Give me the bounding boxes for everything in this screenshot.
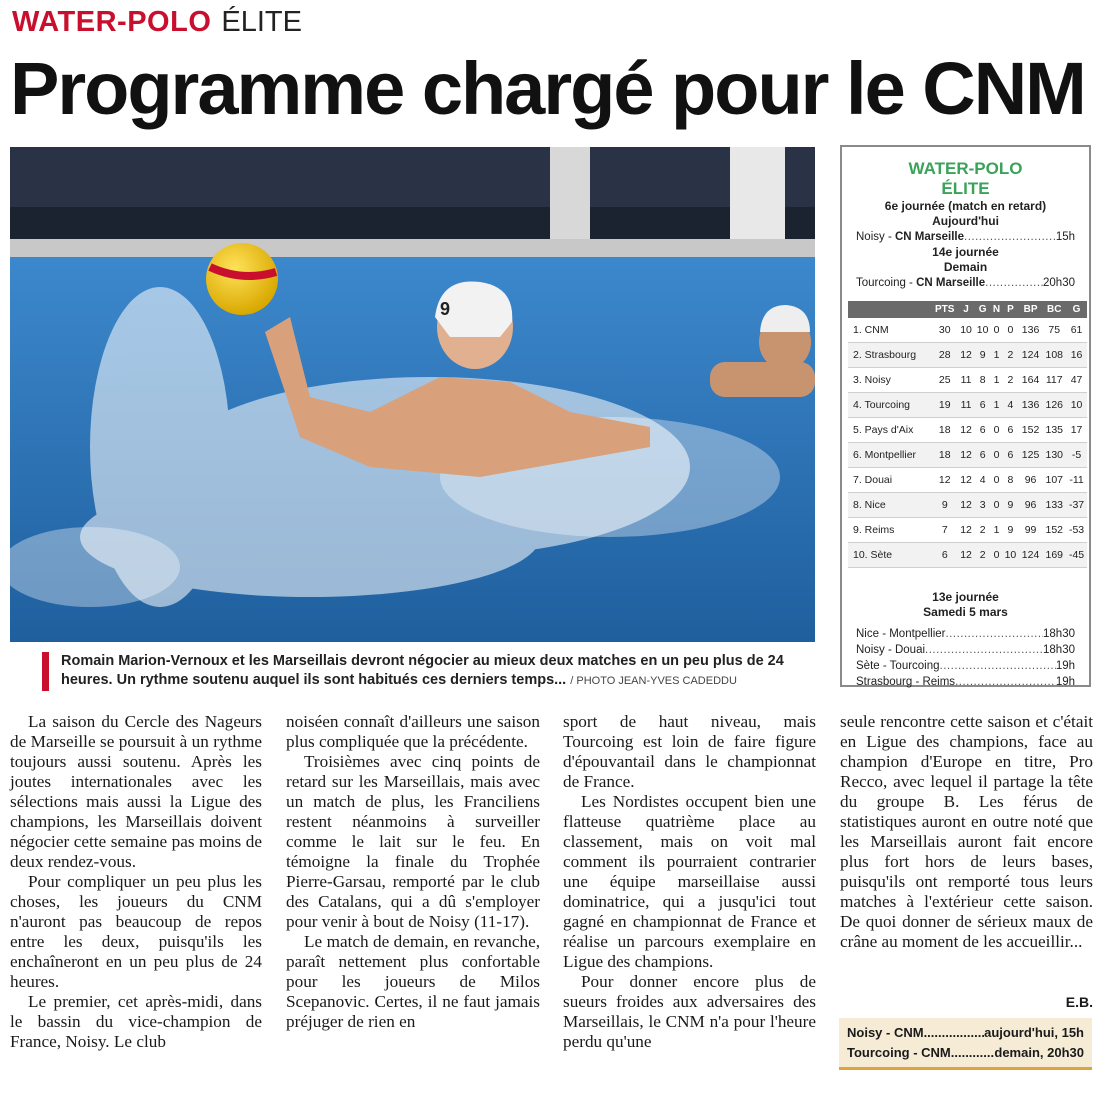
stat-cell: -5 [1066, 443, 1087, 468]
stat-cell: 152 [1019, 418, 1043, 443]
col-header: G [1066, 301, 1087, 318]
fixture-home: Noisy - [856, 231, 895, 243]
stat-cell: -11 [1066, 468, 1087, 493]
stat-cell: 6 [1002, 443, 1019, 468]
schedule-row [847, 1043, 1084, 1063]
stat-cell: 47 [1066, 368, 1087, 393]
stat-cell: 25 [932, 368, 958, 393]
team-name: 6. Montpellier [848, 443, 932, 468]
schedule-teams: Tourcoing - CNM [847, 1045, 951, 1060]
sidebar-title: WATER-POLO [908, 159, 1023, 178]
stat-cell: 99 [1019, 518, 1043, 543]
standings-body [848, 318, 1087, 568]
fixture-teams: Sète - Tourcoing [856, 660, 940, 672]
stat-cell: 2 [974, 518, 991, 543]
paragraph: Le premier, cet après-midi, dans le bassin du vice-champion de France, Noisy. Le club [10, 992, 262, 1051]
article-column-4 [840, 712, 1093, 952]
cap-number: 9 [440, 299, 451, 319]
page-title: Programme chargé pour le CNM [10, 47, 1085, 130]
fixture-home: Tourcoing - [856, 277, 917, 289]
stat-cell: 6 [1002, 418, 1019, 443]
fixture-away: CN Marseille [894, 231, 965, 243]
stat-cell: 12 [958, 418, 975, 443]
col-header: G [974, 301, 991, 318]
stat-cell: 18 [932, 418, 958, 443]
stat-cell: 12 [932, 468, 958, 493]
day-label: Aujourd'hui [932, 214, 999, 228]
section-kicker [12, 6, 302, 39]
fixture-time: 19h [1055, 676, 1075, 688]
stat-cell: 152 [1042, 518, 1066, 543]
team-name: 10. Sète [848, 543, 932, 568]
fixture-teams: Noisy - Douai [856, 644, 926, 656]
stat-cell: 0 [991, 418, 1002, 443]
round-label: 13e journée [932, 590, 999, 604]
stat-cell: 6 [932, 543, 958, 568]
water-polo-photo-illustration [10, 147, 815, 642]
stat-cell: 10 [1002, 543, 1019, 568]
stat-cell: 1 [991, 343, 1002, 368]
standings-row [848, 393, 1087, 418]
stat-cell: 75 [1042, 318, 1066, 343]
stat-cell: 12 [958, 443, 975, 468]
leader-dots [940, 658, 1056, 674]
schedule-when: demain, 20h30 [994, 1045, 1084, 1060]
stat-cell: 3 [974, 493, 991, 518]
standings-row [848, 518, 1087, 543]
stat-cell: 107 [1042, 468, 1066, 493]
stat-cell: 12 [958, 493, 975, 518]
stat-cell: 1 [991, 393, 1002, 418]
stat-cell: 1 [991, 368, 1002, 393]
team-name: 5. Pays d'Aix [848, 418, 932, 443]
section-label: WATER-POLO [12, 6, 212, 38]
standings-row [848, 493, 1087, 518]
col-header: P [1002, 301, 1019, 318]
stat-cell: 133 [1042, 493, 1066, 518]
sidebar-subtitle: ÉLITE [941, 179, 990, 198]
stat-cell: -45 [1066, 543, 1087, 568]
fixture-line [842, 229, 1089, 245]
stat-cell: -37 [1066, 493, 1087, 518]
stat-cell: 19 [932, 393, 958, 418]
stat-cell: 2 [1002, 343, 1019, 368]
stat-cell: 10 [958, 318, 975, 343]
fixture-line [842, 658, 1089, 674]
fixture-teams: Nice - Montpellier [856, 628, 946, 640]
leader-dots [955, 674, 1056, 690]
paragraph: Pour donner encore plus de sueurs froides aux adversaires des Marseillais, le CNM n'a pour l'heure perdu qu'une [563, 972, 816, 1051]
team-name: 7. Douai [848, 468, 932, 493]
schedule-box [839, 1018, 1092, 1070]
stat-cell: 126 [1042, 393, 1066, 418]
stat-cell: 0 [991, 493, 1002, 518]
fixture-time: 19h [1055, 660, 1075, 672]
stat-cell: 130 [1042, 443, 1066, 468]
paragraph: noiséen connaît d'ailleurs une saison plus compliquée que la précédente. [286, 712, 540, 751]
schedule-teams: Noisy - CNM [847, 1025, 924, 1040]
leader-dots [924, 1023, 985, 1043]
stat-cell: 108 [1042, 343, 1066, 368]
fixture-line [842, 626, 1089, 642]
stat-cell: 124 [1019, 343, 1043, 368]
stat-cell: 2 [974, 543, 991, 568]
stat-cell: 11 [958, 393, 975, 418]
article-column-3 [563, 712, 816, 1052]
stat-cell: 16 [1066, 343, 1087, 368]
stat-cell: 9 [974, 343, 991, 368]
stat-cell: 4 [1002, 393, 1019, 418]
stat-cell: 169 [1042, 543, 1066, 568]
stat-cell: 1 [991, 518, 1002, 543]
stat-cell: 0 [991, 468, 1002, 493]
stat-cell: 17 [1066, 418, 1087, 443]
standings-row [848, 543, 1087, 568]
col-header [848, 301, 932, 318]
results-sidebar [840, 145, 1091, 687]
col-header: BC [1042, 301, 1066, 318]
team-name: 8. Nice [848, 493, 932, 518]
stat-cell: 11 [958, 368, 975, 393]
team-name: 1. CNM [848, 318, 932, 343]
photo-credit: / PHOTO JEAN-YVES CADEDDU [570, 675, 737, 687]
day-label: Samedi 5 mars [923, 605, 1008, 619]
stat-cell: 96 [1019, 493, 1043, 518]
stat-cell: 28 [932, 343, 958, 368]
schedule-row [847, 1023, 1084, 1043]
fixture-time: 15h [1055, 231, 1075, 243]
leader-dots [925, 642, 1043, 658]
stat-cell: 0 [1002, 318, 1019, 343]
stat-cell: 96 [1019, 468, 1043, 493]
standings-row [848, 468, 1087, 493]
stat-cell: 125 [1019, 443, 1043, 468]
stat-cell: 12 [958, 518, 975, 543]
stat-cell: 135 [1042, 418, 1066, 443]
author-signature: E.B. [1065, 994, 1093, 1010]
fixture-line [842, 275, 1089, 291]
stat-cell: 10 [974, 318, 991, 343]
paragraph: Pour compliquer un peu plus les choses, les joueurs du CNM n'auront pas beaucoup de repos entre les deux, puisqu'ils les enchaîneront en un peu plus de 24 heures. [10, 872, 262, 991]
stat-cell: 0 [991, 443, 1002, 468]
team-name: 2. Strasbourg [848, 343, 932, 368]
standings-table [848, 301, 1087, 568]
paragraph: seule rencontre cette saison et c'était en Ligue des champions, face au champion d'Europe en titre, Pro Recco, avec lequel il partage la tête du groupe B. Les férus de statistiques auront en outre noté que les Marseillais auront fait encore plus fort hors de leurs bases, puisqu'ils ont remporté tous leurs matches à l'extérieur cette saison. De quoi donner de sérieux maux de crâne au moment de les accueillir... [840, 712, 1093, 951]
stat-cell: 9 [1002, 518, 1019, 543]
stat-cell: 8 [974, 368, 991, 393]
stat-cell: 18 [932, 443, 958, 468]
team-name: 3. Noisy [848, 368, 932, 393]
stat-cell: 6 [974, 393, 991, 418]
standings-row [848, 443, 1087, 468]
leader-dots [985, 275, 1043, 291]
team-name: 9. Reims [848, 518, 932, 543]
paragraph: Les Nordistes occupent bien une flatteuse quatrième place au classement, mais on voit mal comment ils pourraient contrarier une équipe marseillaise aussi dominatrice, qui a jusqu'ici tout gagné en championnat de France et réalise un parcours exemplaire en Ligue des champions. [563, 792, 816, 971]
photo-caption [42, 652, 839, 691]
fixture-teams: Strasbourg - Reims [856, 676, 956, 688]
team-name: 4. Tourcoing [848, 393, 932, 418]
leader-dots [945, 626, 1043, 642]
stat-cell: 12 [958, 543, 975, 568]
stat-cell: 9 [932, 493, 958, 518]
stat-cell: 136 [1019, 393, 1043, 418]
standings-row [848, 318, 1087, 343]
stat-cell: 2 [1002, 368, 1019, 393]
stat-cell: 6 [974, 443, 991, 468]
day-label: Demain [943, 260, 988, 274]
standings-header-row [848, 301, 1087, 318]
col-header: J [958, 301, 975, 318]
leader-dots [964, 229, 1056, 245]
paragraph: Troisièmes avec cinq points de retard sur les Marseillais, mais avec un match de plus, les Franciliens restent néanmoins à surveiller comme le lait sur le feu. En témoigne la finale du Trophée Pierre-Garsau, remporté par le club des Catalans, qui a dû s'employer pour venir à bout de Noisy (11-17). [286, 752, 540, 931]
article-column-1 [10, 712, 262, 1052]
stat-cell: 12 [958, 468, 975, 493]
article-photo [10, 147, 815, 642]
fixture-line [842, 642, 1089, 658]
caption-text: Romain Marion-Vernoux et les Marseillais devront négocier au mieux deux matches en un peu plus de 24 heures. Un rythme soutenu auquel ils sont habitués ces derniers temps... [61, 653, 784, 688]
paragraph: Le match de demain, en revanche, paraît nettement plus confortable pour les joueurs de Milos Scepanovic. Certes, il ne faut jamais préjuger de rien en [286, 932, 540, 1031]
fixture-time: 18h30 [1043, 628, 1075, 640]
fixture-time: 20h30 [1043, 277, 1075, 289]
stat-cell: 0 [991, 543, 1002, 568]
paragraph: sport de haut niveau, mais Tourcoing est loin de faire figure d'épouvantail dans le championnat de France. [563, 712, 816, 791]
stat-cell: 30 [932, 318, 958, 343]
col-header: N [991, 301, 1002, 318]
stat-cell: 117 [1042, 368, 1066, 393]
standings-row [848, 418, 1087, 443]
stat-cell: 6 [974, 418, 991, 443]
fixture-line [842, 674, 1089, 690]
round-label: 6e journée (match en retard) [884, 199, 1047, 213]
stat-cell: 4 [974, 468, 991, 493]
stat-cell: 61 [1066, 318, 1087, 343]
stat-cell: 9 [1002, 493, 1019, 518]
standings-row [848, 368, 1087, 393]
stat-cell: 0 [991, 318, 1002, 343]
subsection-label: ÉLITE [221, 6, 302, 38]
stat-cell: 136 [1019, 318, 1043, 343]
standings-row [848, 343, 1087, 368]
stat-cell: 8 [1002, 468, 1019, 493]
round-label: 14e journée [932, 245, 999, 259]
stat-cell: 164 [1019, 368, 1043, 393]
schedule-when: aujourd'hui, 15h [984, 1025, 1084, 1040]
leader-dots [951, 1043, 995, 1063]
stat-cell: 12 [958, 343, 975, 368]
stat-cell: 124 [1019, 543, 1043, 568]
fixture-away: CN Marseille [916, 277, 986, 289]
col-header: BP [1019, 301, 1043, 318]
stat-cell: 7 [932, 518, 958, 543]
fixtures-list [842, 626, 1089, 690]
stat-cell: 10 [1066, 393, 1087, 418]
col-header: PTS [932, 301, 958, 318]
stat-cell: -53 [1066, 518, 1087, 543]
fixture-time: 18h30 [1043, 644, 1075, 656]
paragraph: La saison du Cercle des Nageurs de Marseille se poursuit à un rythme toujours aussi soutenu. Après les joutes internationales avec les sélections mais aussi la Ligue des champions, les Marseillais doivent négocier cette semaine pas moins de deux rendez-vous. [10, 712, 262, 871]
article-column-2 [286, 712, 540, 1032]
